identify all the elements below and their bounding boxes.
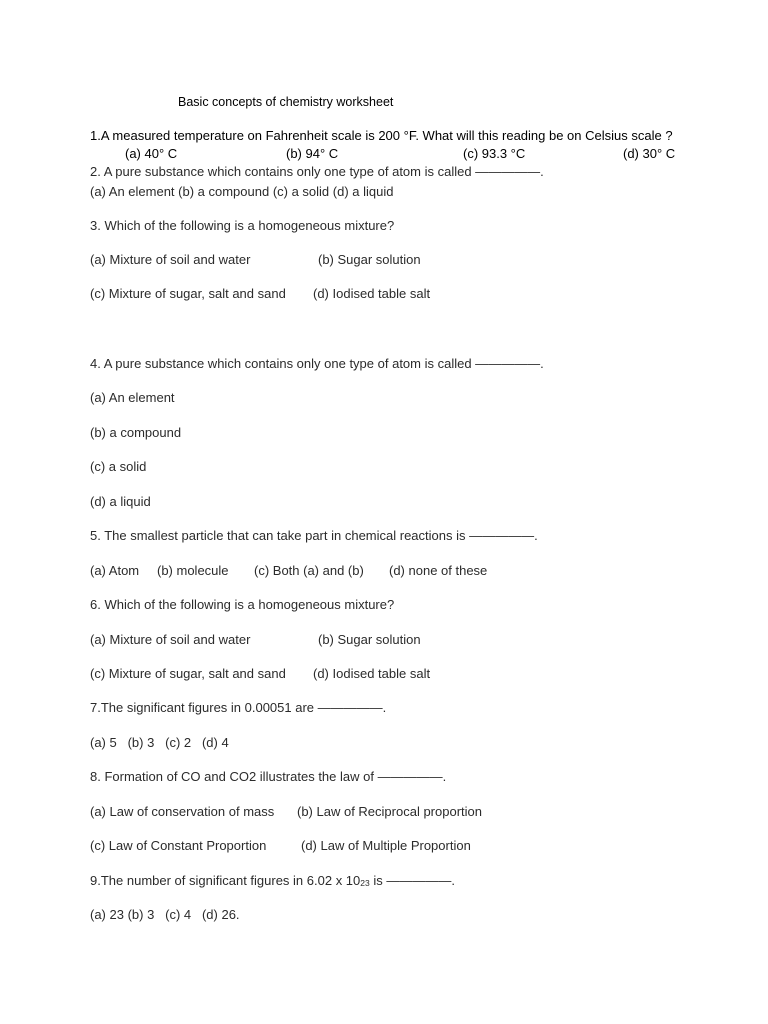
question-4-option-c: (c) a solid [90, 459, 147, 474]
worksheet-title: Basic concepts of chemistry worksheet [178, 95, 394, 109]
question-1-option-a: (a) 40° C [125, 146, 178, 161]
question-6: 6. Which of the following is a homogeneous mixture? [90, 597, 395, 612]
question-4: 4. A pure substance which contains only one type of atom is called —————. [90, 356, 544, 371]
question-8-option-c: (c) Law of Constant Proportion [90, 838, 267, 853]
question-1-option-c: (c) 93.3 °C [463, 146, 526, 161]
question-1: 1.A measured temperature on Fahrenheit scale is 200 °F. What will this reading be on Celsius scale ? [90, 128, 673, 143]
question-6-option-d: (d) Iodised table salt [313, 666, 431, 681]
question-8-option-b: (b) Law of Reciprocal proportion [297, 804, 482, 819]
question-1-option-d: (d) 30° C [623, 146, 676, 161]
question-5-option-d: (d) none of these [389, 563, 488, 578]
question-6-option-a: (a) Mixture of soil and water [90, 632, 251, 647]
question-3-option-c: (c) Mixture of sugar, salt and sand [90, 286, 286, 301]
question-6-option-b: (b) Sugar solution [318, 632, 421, 647]
question-5: 5. The smallest particle that can take part in chemical reactions is —————. [90, 528, 538, 543]
question-9-prefix: 9.The number of significant figures in 6.02 x 10 [90, 873, 361, 888]
question-9-suffix: is —————. [369, 873, 455, 888]
question-9-options: (a) 23 (b) 3 (c) 4 (d) 26. [90, 907, 240, 922]
question-7-options: (a) 5 (b) 3 (c) 2 (d) 4 [90, 735, 229, 750]
question-3-option-d: (d) Iodised table salt [313, 286, 431, 301]
question-4-option-b: (b) a compound [90, 425, 182, 440]
question-3: 3. Which of the following is a homogeneous mixture? [90, 218, 395, 233]
question-3-option-a: (a) Mixture of soil and water [90, 252, 251, 267]
question-1-option-b: (b) 94° C [286, 146, 339, 161]
question-8: 8. Formation of CO and CO2 illustrates the law of —————. [90, 769, 447, 784]
question-9-exponent: 23 [360, 878, 370, 888]
question-5-option-a: (a) Atom [90, 563, 140, 578]
question-4-option-a: (a) An element [90, 390, 175, 405]
question-5-option-c: (c) Both (a) and (b) [254, 563, 364, 578]
question-8-option-a: (a) Law of conservation of mass [90, 804, 275, 819]
question-4-option-d: (d) a liquid [90, 494, 151, 509]
question-3-option-b: (b) Sugar solution [318, 252, 421, 267]
question-2-options: (a) An element (b) a compound (c) a solid (d) a liquid [90, 184, 394, 199]
question-8-option-d: (d) Law of Multiple Proportion [301, 838, 471, 853]
question-6-option-c: (c) Mixture of sugar, salt and sand [90, 666, 286, 681]
question-2: 2. A pure substance which contains only one type of atom is called —————. [90, 164, 544, 179]
question-7: 7.The significant figures in 0.00051 are —————. [90, 700, 387, 715]
question-9 [90, 873, 455, 891]
question-5-option-b: (b) molecule [157, 563, 229, 578]
